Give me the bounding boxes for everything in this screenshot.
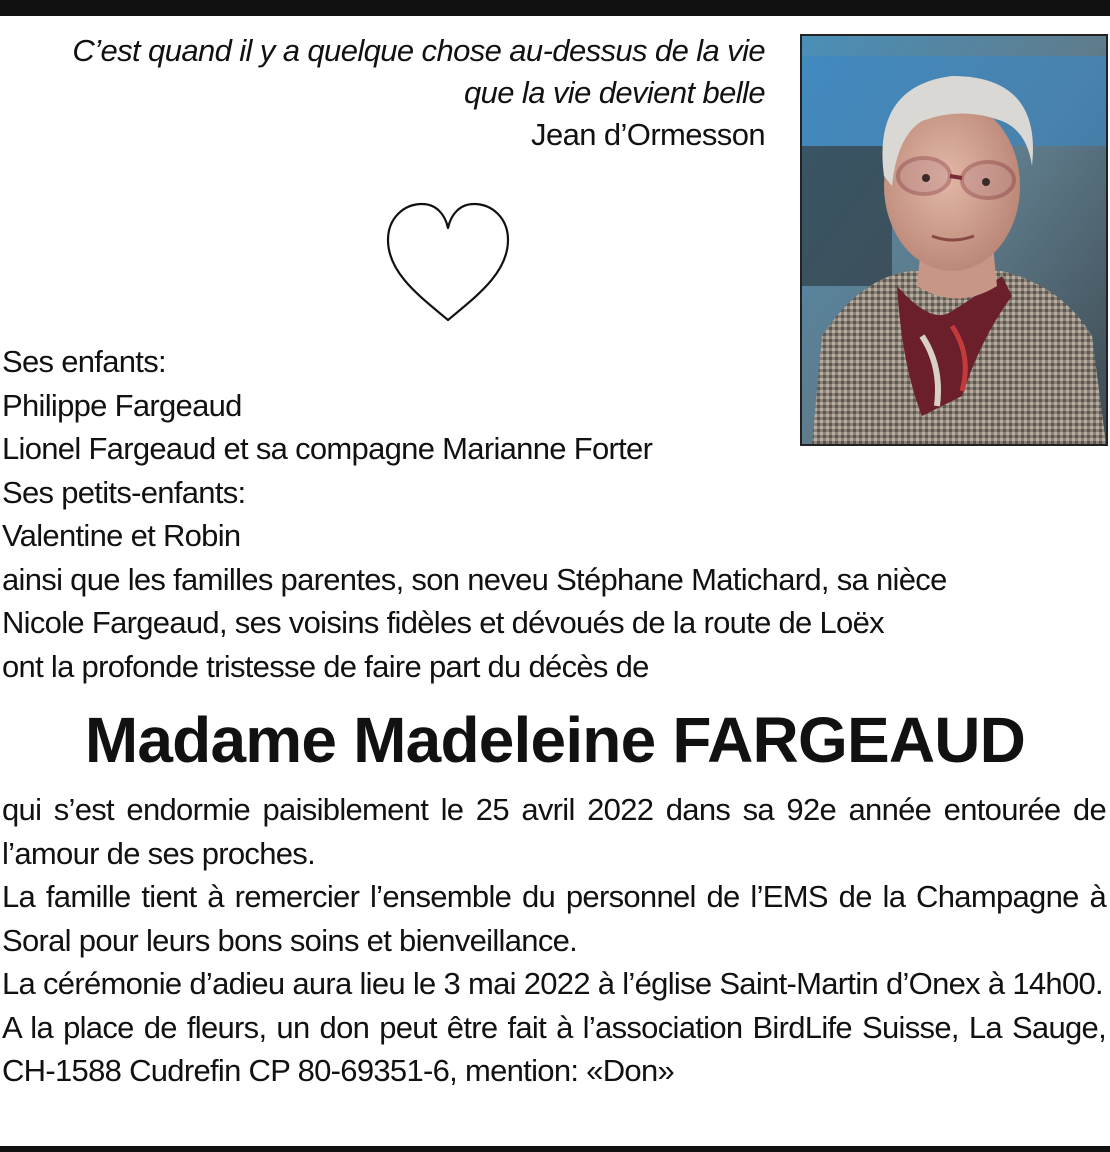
heart-outline-icon	[384, 200, 512, 324]
donation-paragraph: A la place de fleurs, un don peut être fait à l’association BirdLife Suisse, La Sauge, CH-1588 Cudrefin CP 80-69351-6, mention: «Don»	[2, 1009, 1106, 1088]
family-line: ainsi que les familles parentes, son neveu Stéphane Matichard, sa nièce	[2, 561, 947, 597]
quote-author: Jean d’Ormesson	[531, 117, 765, 152]
quote-line-2: que la vie devient belle	[464, 75, 765, 110]
family-line: Philippe Fargeaud	[2, 387, 242, 423]
obituary-body	[2, 788, 1106, 1093]
family-line: ont la profonde tristesse de faire part du décès de	[2, 648, 649, 684]
epigraph-quote	[25, 30, 765, 156]
bottom-rule	[0, 1146, 1110, 1152]
family-line: Ses enfants:	[2, 344, 166, 379]
family-line: Lionel Fargeaud et sa compagne Marianne Forter	[2, 431, 653, 466]
family-announcement	[2, 340, 1102, 688]
family-line: Ses petits-enfants:	[2, 474, 246, 510]
deceased-name: Madame Madeleine FARGEAUD	[84, 704, 1026, 776]
family-line: Valentine et Robin	[2, 518, 241, 553]
family-line: Nicole Fargeaud, ses voisins fidèles et dévoués de la route de Loëx	[2, 605, 884, 640]
top-rule	[0, 0, 1110, 16]
passing-paragraph: qui s’est endormie paisiblement le 25 avril 2022 dans sa 92e année entourée de l’amour de ses proches.	[2, 792, 1106, 871]
quote-line-1: C’est quand il y a quelque chose au-dessus de la vie	[72, 33, 765, 68]
ceremony-paragraph: La cérémonie d’adieu aura lieu le 3 mai 2022 à l’église Saint-Martin d’Onex à 14h00.	[2, 966, 1103, 1001]
thanks-paragraph: La famille tient à remercier l’ensemble du personnel de l’EMS de la Champagne à Soral pour leurs bons soins et bienveillance.	[2, 879, 1106, 958]
